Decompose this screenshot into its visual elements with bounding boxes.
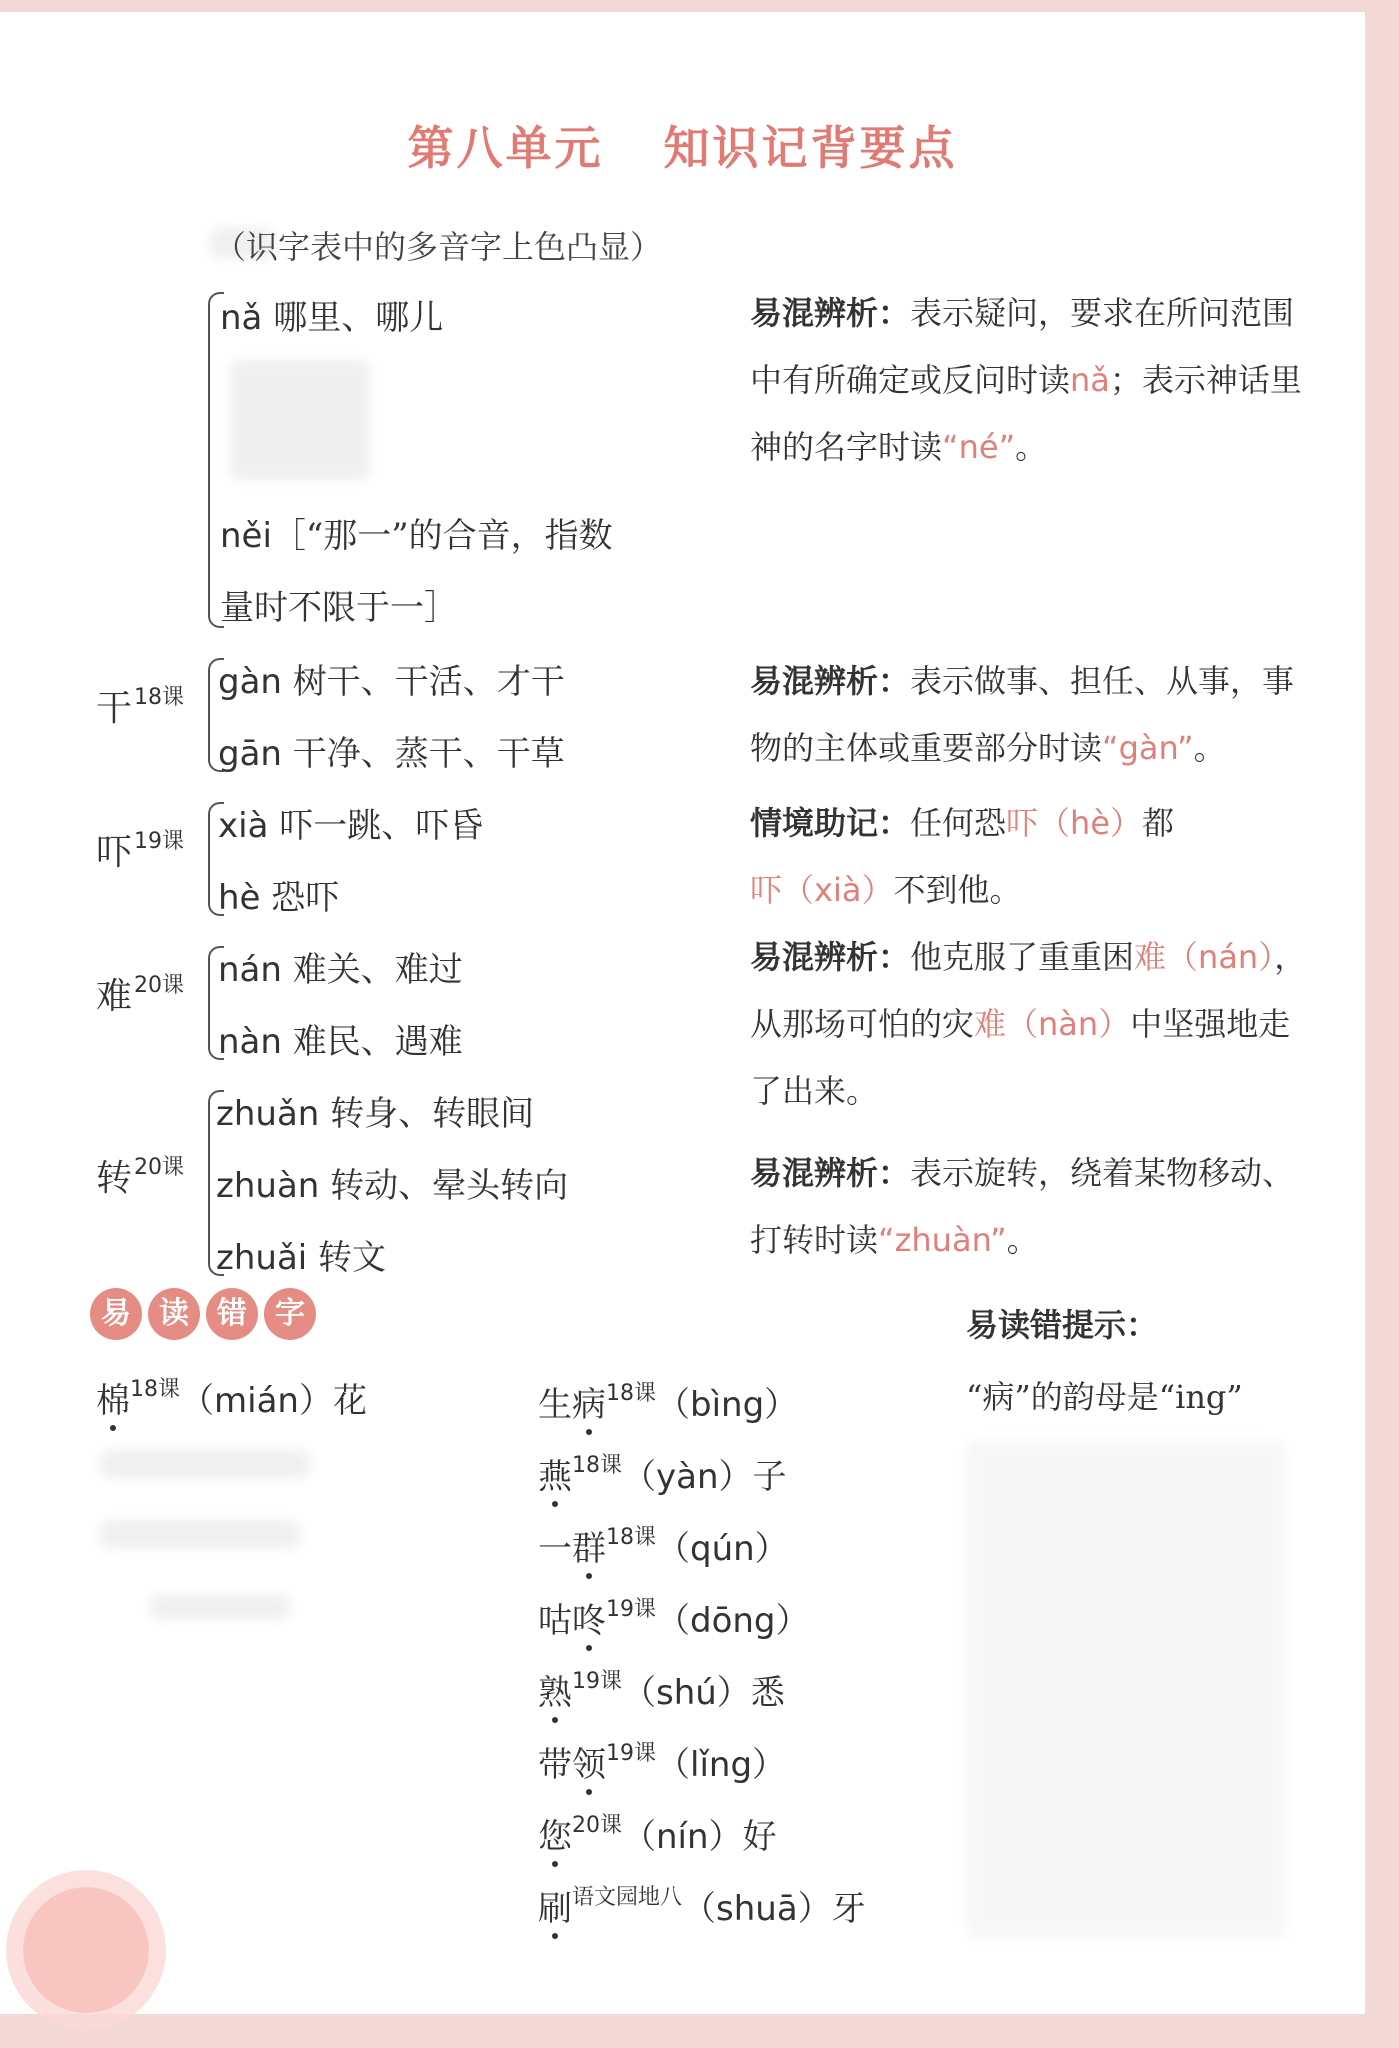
- reading: zhuǎn 转身、转眼间: [216, 1094, 535, 1134]
- polyphone-char: 干$^{18课}$: [96, 685, 185, 729]
- section-heading: [90, 1288, 316, 1340]
- reading: gàn 树干、干活、才干: [218, 662, 565, 702]
- heading-char: 易: [90, 1288, 142, 1340]
- page-corner: [1295, 12, 1365, 82]
- note-block: 易混辨析：表示做事、担任、从事，事物的主体或重要部分时读“gàn”。: [750, 662, 1295, 767]
- blurred-text: [100, 1450, 310, 1478]
- blurred-text: [100, 1520, 300, 1548]
- word-item: 一群$^{18课}$（qún）: [538, 1525, 789, 1569]
- page-frame-right: [1365, 0, 1399, 2048]
- topic-label: 知识记背要点: [663, 121, 958, 175]
- word-item: 咕咚$^{19课}$（dōng）: [538, 1597, 810, 1641]
- reading: něi［“那一”的合音，指数: [220, 516, 613, 556]
- reading: zhuǎi 转文: [216, 1238, 387, 1278]
- reading: nán 难关、难过: [218, 950, 463, 990]
- note-block: 情境助记：任何恐吓（hè）都吓（xià）不到他。: [750, 804, 1175, 909]
- blurred-area: [230, 360, 370, 480]
- watermark-stamp: [6, 1870, 166, 2030]
- note-block: 易混辨析：表示旋转，绕着某物移动、打转时读“zhuàn”。: [750, 1154, 1295, 1259]
- polyphone-char: 转$^{20课}$: [96, 1155, 185, 1199]
- reading: hè 恐吓: [218, 878, 340, 918]
- unit-label: 第八单元: [407, 121, 604, 175]
- tip-heading: 易读错提示：: [966, 1306, 1159, 1344]
- word-item: 生病$^{18课}$（bìng）: [538, 1381, 799, 1425]
- reading: 量时不限于一］: [220, 588, 458, 628]
- polyphone-char: 难$^{20课}$: [96, 973, 185, 1017]
- page-frame-bottom: [0, 2014, 1399, 2048]
- word-item: 熟$^{19课}$（shú）悉: [538, 1669, 785, 1713]
- reading: gān 干净、蒸干、干草: [218, 734, 565, 774]
- word-item: 带领$^{19课}$（lǐng）: [538, 1741, 787, 1785]
- blurred-text: [150, 1595, 290, 1619]
- word-item: 刷$^{语文园地八}$（shuā）牙: [538, 1885, 866, 1929]
- word-item: 您$^{20课}$（nín）好: [538, 1813, 777, 1857]
- brace: [208, 292, 224, 628]
- intro-text: （识字表中的多音字上色凸显）: [214, 228, 663, 266]
- heading-char: 读: [148, 1288, 200, 1340]
- note-block: 易混辨析：表示疑问，要求在所问范围中有所确定或反问时读nǎ；表示神话里神的名字时读“né”。: [750, 294, 1302, 466]
- heading-char: 字: [264, 1288, 316, 1340]
- blurred-area: [966, 1440, 1286, 1940]
- page-title: [0, 112, 1365, 178]
- heading-char: 错: [206, 1288, 258, 1340]
- reading: zhuàn 转动、晕头转向: [216, 1166, 569, 1206]
- reading: nàn 难民、遇难: [218, 1022, 463, 1062]
- word-item: 燕$^{18课}$（yàn）子: [538, 1453, 787, 1497]
- reading: nǎ 哪里、哪儿: [220, 298, 444, 338]
- tip-body: “病”的韵母是“ing”: [966, 1378, 1243, 1416]
- polyphone-char: 吓$^{19课}$: [96, 829, 185, 873]
- reading: xià 吓一跳、吓昏: [218, 806, 484, 846]
- note-block: 易混辨析：他克服了重重困难（nán），从那场可怕的灾难（nàn）中坚强地走了出来。: [750, 938, 1307, 1110]
- word-item: 棉$^{18课}$（mián）花: [96, 1377, 367, 1421]
- page-frame-top: [0, 0, 1399, 12]
